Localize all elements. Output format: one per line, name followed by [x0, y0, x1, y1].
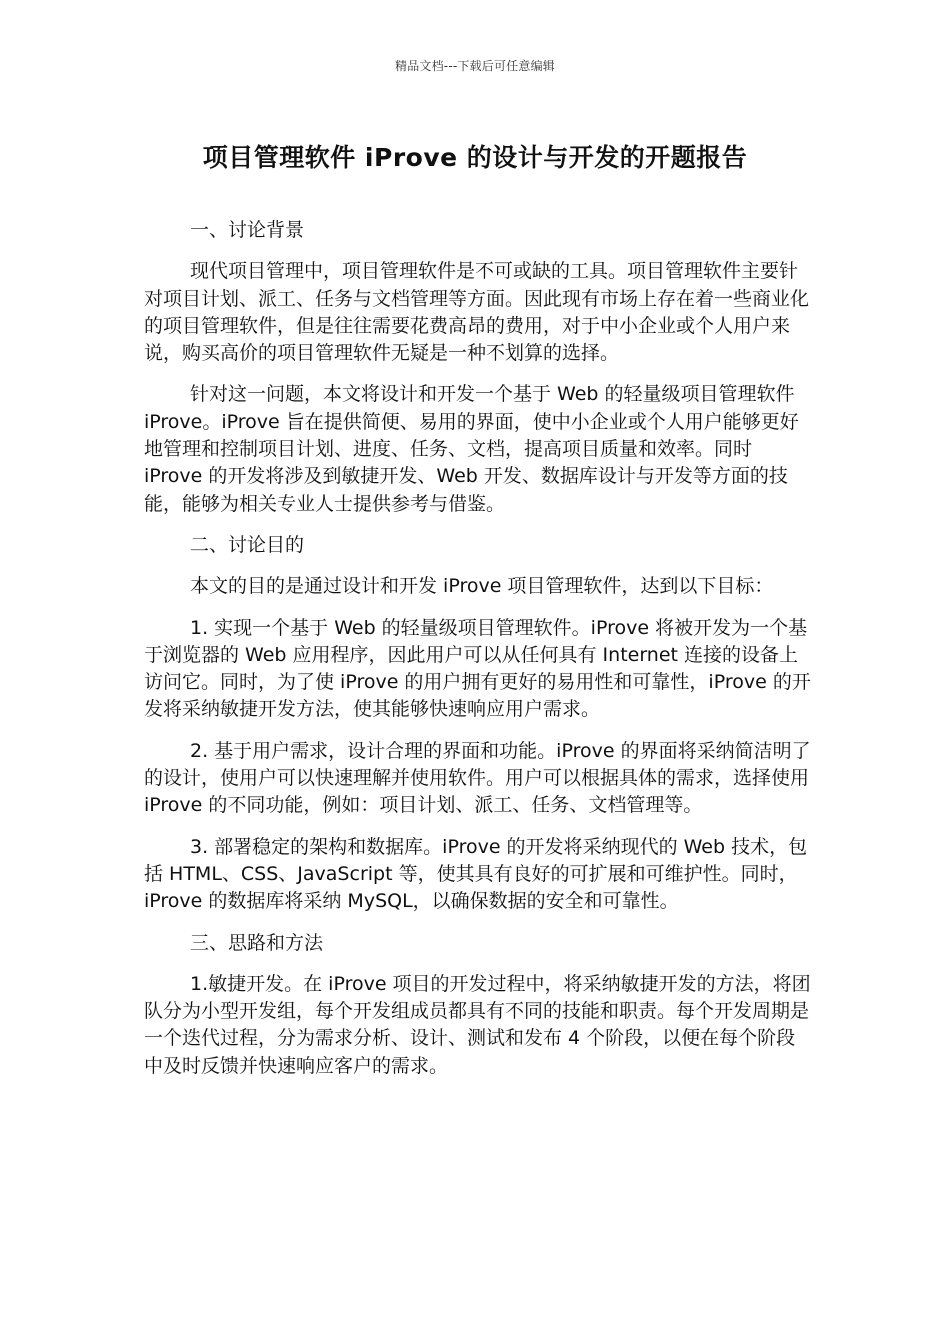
document-title: 项目管理软件 iProve 的设计与开发的开题报告 [202, 143, 748, 172]
document-body [144, 217, 812, 1094]
list-item: 2. 基于用户需求，设计合理的界面和功能。iProve 的界面将采纳简洁明了的设计，使用户可以快速理解并使用软件。用户可以根据具体的需求，选择使用 iProve 的不同功能，例如：项目计划、派工、任务、文档管理等。 [144, 739, 811, 817]
list-item: 1. 实现一个基于 Web 的轻量级项目管理软件。iProve 将被开发为一个基于浏览器的 Web 应用程序，因此用户可以从任何具有 Internet 连接的设备上访问它。同时，为了使 iProve 的用户拥有更好的易用性和可靠性，iProve 的开发将采纳敏捷开发方法，使其能够快速响应用户需求。 [144, 616, 811, 721]
section-heading-purpose: 二、讨论目的 [190, 533, 305, 556]
paragraph: 针对这一问题，本文将设计和开发一个基于 Web 的轻量级项目管理软件 iProve。iProve 旨在提供简便、易用的界面，使中小企业或个人用户能够更好地管理和控制项目计划、进度、任务、文档，提高项目质量和效率。同时 iProve 的开发将涉及到敏捷开发、Web 开发、数据库设计与开发等方面的技能，能够为相关专业人士提供参考与借鉴。 [144, 383, 799, 515]
section-heading-background: 一、讨论背景 [190, 219, 305, 241]
paragraph: 本文的目的是通过设计和开发 iProve 项目管理软件，达到以下目标： [190, 575, 774, 598]
page-header: 精品文档---下载后可任意编辑 [395, 59, 555, 73]
list-item: 1.敏捷开发。在 iProve 项目的开发过程中，将采纳敏捷开发的方法，将团队分为小型开发组，每个开发组成员都具有不同的技能和职责。每个开发周期是一个迭代过程，分为需求分析、设计、测试和发布 4 个阶段，以便在每个阶段中及时反馈并快速响应客户的需求。 [144, 972, 811, 1077]
list-item: 3. 部署稳定的架构和数据库。iProve 的开发将采纳现代的 Web 技术，包括 HTML、CSS、JavaScript 等，使其具有良好的可扩展和可维护性。同时，iProve 的数据库将采纳 MySQL，以确保数据的安全和可靠性。 [144, 835, 808, 913]
paragraph: 现代项目管理中，项目管理软件是不可或缺的工具。项目管理软件主要针对项目计划、派工、任务与文档管理等方面。因此现有市场上存在着一些商业化的项目管理软件，但是往往需要花费高昂的费用，对于中小企业或个人用户来说，购买高价的项目管理软件无疑是一种不划算的选择。 [144, 260, 810, 365]
section-heading-method: 三、思路和方法 [190, 931, 324, 954]
